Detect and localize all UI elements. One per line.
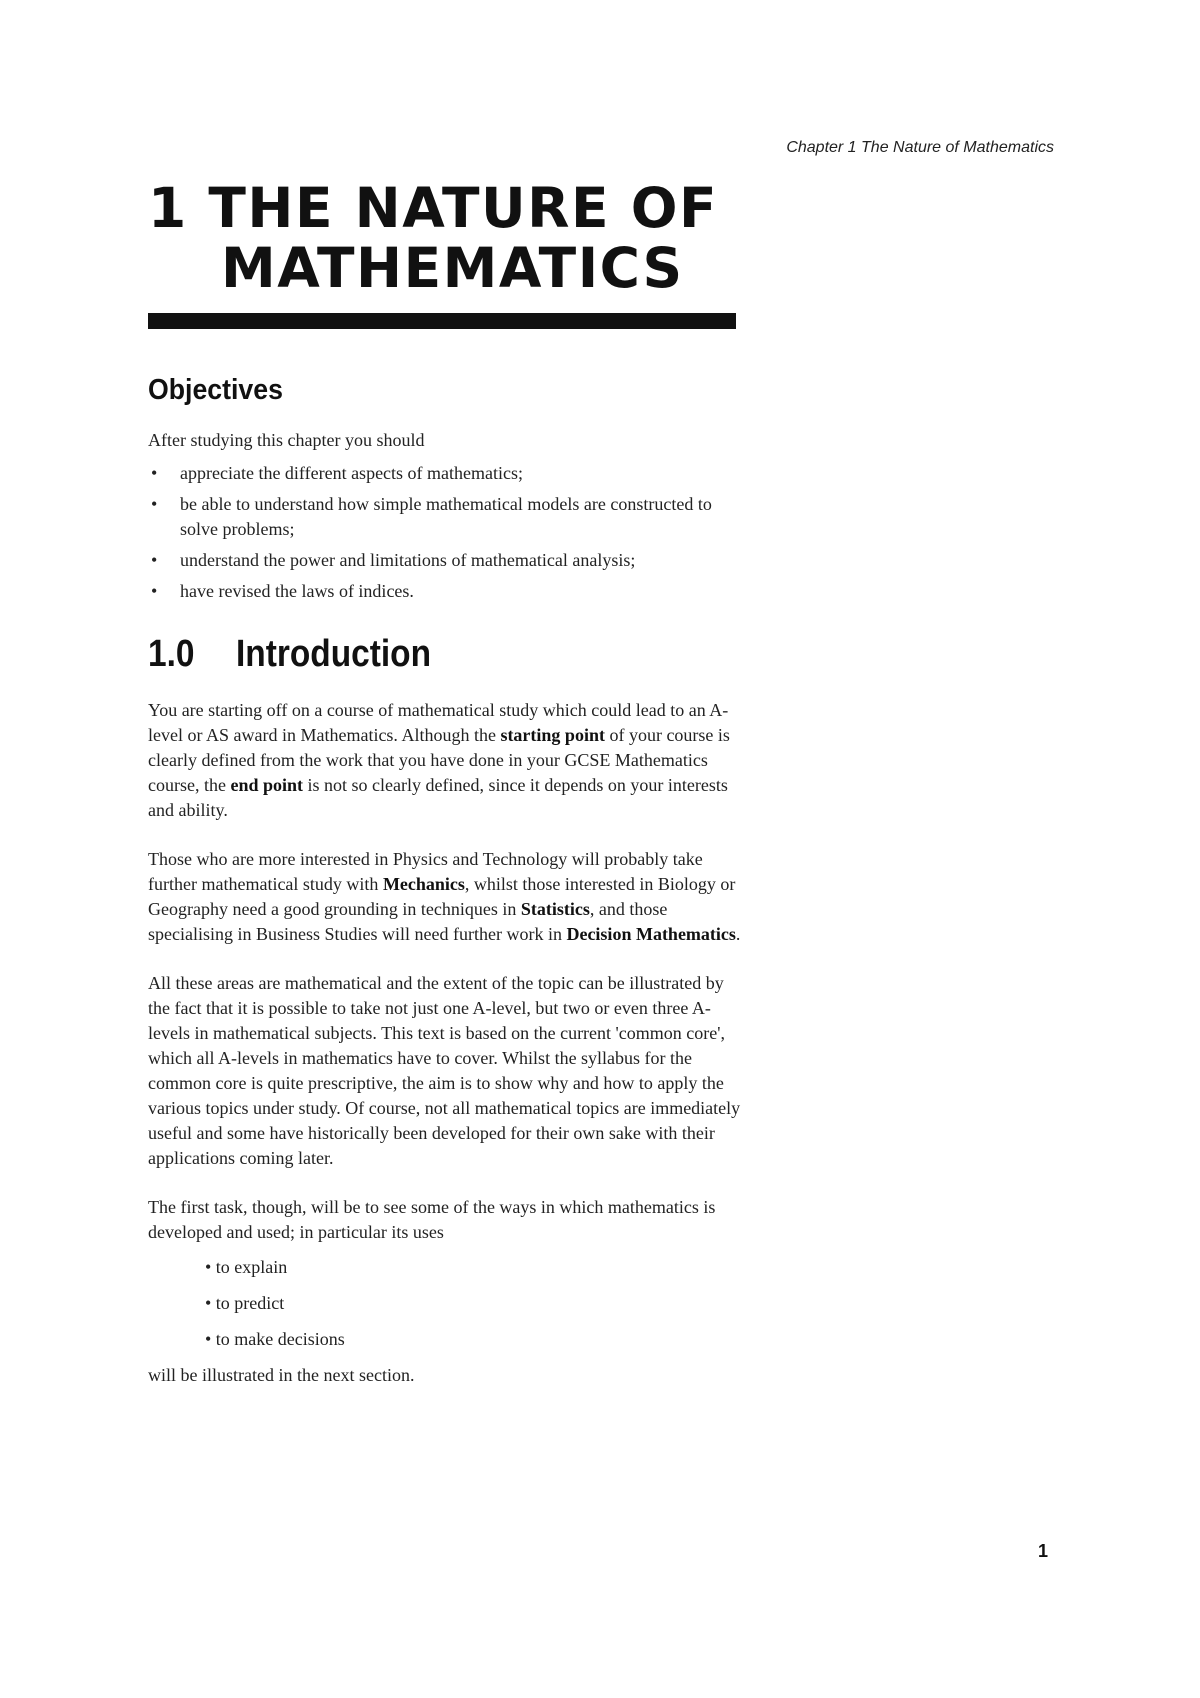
objective-text: have revised the laws of indices.: [180, 581, 414, 601]
bold-term: end point: [230, 775, 303, 795]
paragraph-text: , whilst those interested in Biology or Geography need a good grounding in techniques in: [148, 874, 736, 919]
bullet-icon: •: [151, 581, 158, 601]
objectives-list: [148, 461, 748, 604]
chapter-title-line-1: 1 THE NATURE OF: [148, 176, 719, 240]
bold-term: Statistics: [520, 899, 590, 919]
paragraph-text: .: [735, 924, 741, 944]
objective-item: [148, 579, 748, 604]
page-number: 1: [1037, 1541, 1048, 1561]
bold-term: Mechanics: [382, 874, 465, 894]
bullet-icon: •: [151, 463, 158, 483]
section-number: 1.0: [148, 633, 195, 675]
intro-paragraph-3: All these areas are mathematical and the extent of the topic can be illustrated by the fact that it is possible to take not just one A-level, but two or even three A-levels in mathematical subjects. This text is based on the current 'common core', which all A-levels in mathematics have to cover. Whilst the syllabus for the common core is quite prescriptive, the aim is to show why and how to apply the various topics under study. Of course, not all mathematical topics are immediately useful and some have historically been developed for their own sake with their applications coming later.: [148, 973, 741, 1168]
objective-text: be able to understand how simple mathematical models are constructed to solve problems;: [180, 494, 712, 539]
use-item: • to explain: [205, 1257, 288, 1277]
main-content: [148, 372, 748, 1388]
intro-paragraph-2: [148, 847, 748, 947]
paragraph-text: Those who are more interested in Physics and Technology will probably take further mathematical study with: [148, 849, 703, 894]
bold-term: Decision Mathematics: [566, 924, 736, 944]
closing-sentence: will be illustrated in the next section.: [148, 1365, 415, 1385]
objective-item: [148, 492, 748, 542]
uses-list: [148, 1255, 748, 1352]
paragraph-text: , and those specialising in Business Studies will need further work in: [148, 899, 668, 944]
objective-item: [148, 548, 748, 573]
intro-paragraph-1: [148, 698, 748, 823]
objective-text: appreciate the different aspects of mathematics;: [180, 463, 524, 483]
objective-item: [148, 461, 748, 486]
paragraph-text: is not so clearly defined, since it depends on your interests and ability.: [148, 775, 728, 820]
running-header: Chapter 1 The Nature of Mathematics: [786, 139, 1054, 156]
paragraph-text: of your course is clearly defined from the work that you have done in your GCSE Mathematics course, the: [148, 725, 730, 795]
objectives-heading: Objectives: [148, 374, 283, 406]
section-heading: [148, 632, 676, 676]
use-item: • to make decisions: [205, 1329, 345, 1349]
objective-text: understand the power and limitations of mathematical analysis;: [180, 550, 636, 570]
chapter-title-line-2: MATHEMATICS: [221, 236, 684, 300]
paragraph-text: You are starting off on a course of mathematical study which could lead to an A-level or AS award in Mathematics. Although the: [148, 700, 729, 745]
title-rule: [148, 313, 736, 329]
chapter-title: [148, 178, 718, 298]
bold-term: starting point: [500, 725, 605, 745]
use-item: • to predict: [205, 1293, 285, 1313]
bullet-icon: •: [151, 494, 158, 514]
section-title: Introduction: [236, 633, 432, 675]
intro-paragraph-4: The first task, though, will be to see some of the ways in which mathematics is developed and used; in particular its uses: [148, 1197, 716, 1242]
objectives-intro: After studying this chapter you should: [148, 430, 425, 450]
bullet-icon: •: [151, 550, 158, 570]
